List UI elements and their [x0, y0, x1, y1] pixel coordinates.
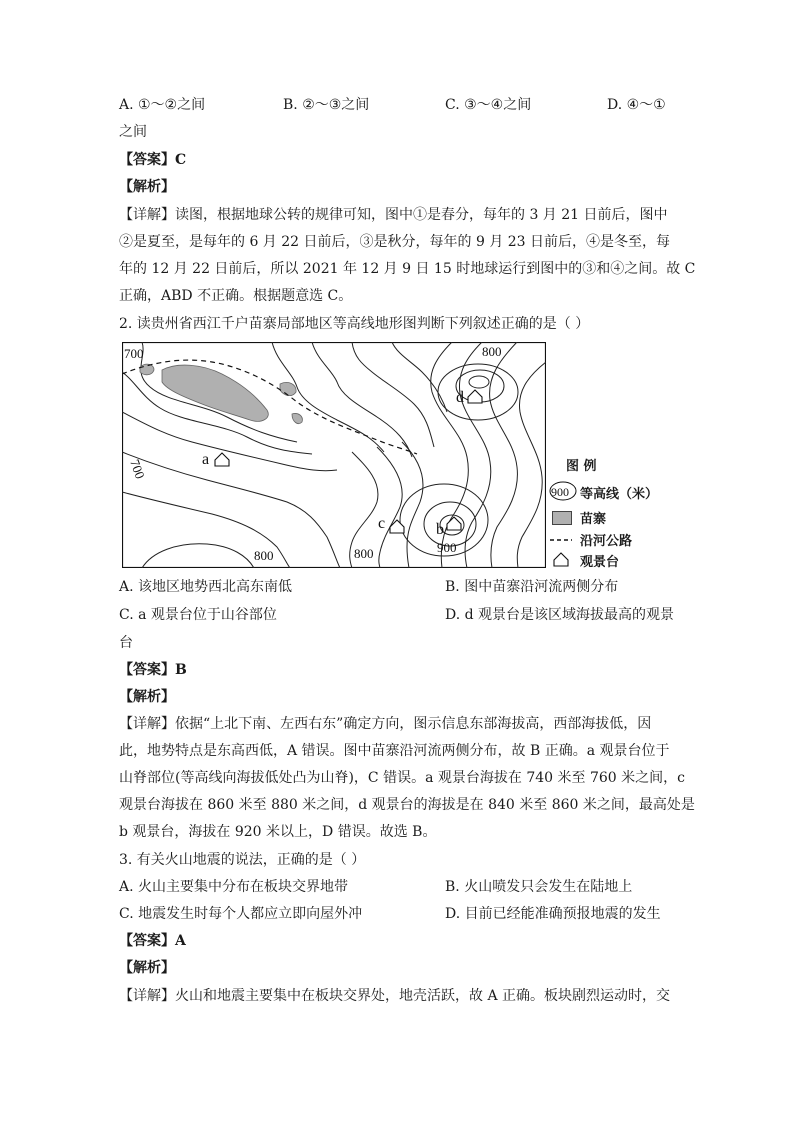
q3-stem: 3. 有关火山地震的说法，正确的是（ ）: [119, 852, 366, 868]
q2-option-d-wrap: 台: [119, 635, 133, 651]
q1-option-d: D. ④～①: [607, 97, 666, 113]
map-legend: [548, 455, 678, 575]
legend-road: 沿河公路: [580, 534, 633, 549]
q1-detail-line: 年的 12 月 22 日前后，所以 2021 年 12 月 9 日 15 时地球运行到图中的③和④之间。故 C: [119, 261, 696, 277]
contour-legend-icon: [548, 479, 578, 503]
contour-label: 700: [124, 346, 144, 361]
village-area: [140, 364, 154, 375]
contour-map: [122, 342, 546, 568]
q3-option-a: A. 火山主要集中分布在板块交界地带: [119, 879, 349, 895]
q1-detail-line: ②是夏至，是每年的 6 月 22 日前后，③是秋分，每年的 9 月 23 日前后，④是冬至，每: [119, 234, 671, 250]
q1-option-b: B. ②～③之间: [283, 97, 370, 113]
q2-stem: 2. 读贵州省西江千户苗寨局部地区等高线地形图判断下列叙述正确的是（ ）: [119, 316, 590, 332]
q2-answer: 【答案】B: [119, 662, 187, 678]
legend-title: 图 例: [566, 459, 597, 474]
contour-label: 700: [127, 457, 148, 481]
legend-platform: 观景台: [580, 555, 620, 570]
legend-contour: 等高线（米）: [580, 487, 659, 502]
point-label-d: d: [456, 389, 464, 406]
q2-detail-line: 【详解】依据“上北下南、左西右东”确定方向，图示信息东部海拔高，西部海拔低，因: [119, 716, 652, 732]
q2-detail-line: 山脊部位(等高线向海拔低处凸为山脊)，C 错误。a 观景台海拔在 740 米至 760 米之间，c: [119, 770, 685, 786]
q2-detail-line: b 观景台，海拔在 920 米以上，D 错误。故选 B。: [119, 824, 437, 840]
q1-option-c: C. ③～④之间: [445, 97, 532, 113]
road-legend-icon: [550, 535, 574, 545]
contour-map-svg: [122, 342, 546, 568]
contour-label: 800: [354, 546, 374, 561]
q2-option-b: B. 图中苗寨沿河流两侧分布: [445, 579, 619, 595]
q3-option-b: B. 火山喷发只会发生在陆地上: [445, 879, 633, 895]
village-legend-icon: [552, 511, 572, 525]
legend-contour-value: 900: [551, 485, 569, 499]
q1-option-d-wrap: 之间: [119, 124, 147, 140]
contour-label: 800: [254, 548, 274, 563]
q1-analysis-label: 【解析】: [119, 179, 175, 195]
q2-option-d: D. d 观景台是该区域海拔最高的观景: [445, 607, 675, 623]
q3-option-d: D. 目前已经能准确预报地震的发生: [445, 906, 661, 922]
q3-option-c: C. 地震发生时每个人都应立即向屋外冲: [119, 906, 363, 922]
q2-option-a: A. 该地区地势西北高东南低: [119, 579, 293, 595]
legend-village: 苗寨: [580, 512, 607, 527]
point-label-a: a: [202, 451, 210, 468]
q3-analysis-label: 【解析】: [119, 960, 175, 976]
point-label-b: b: [436, 521, 444, 538]
q3-detail-line: 【详解】火山和地震主要集中在板块交界处，地壳活跃，故 A 正确。板块剧烈运动时，交: [119, 988, 671, 1004]
contour-label: 900: [437, 540, 457, 555]
q1-detail-line: 正确，ABD 不正确。根据题意选 C。: [119, 288, 353, 304]
platform-legend-icon: [552, 552, 570, 568]
q1-detail-line: 【详解】读图，根据地球公转的规律可知，图中①是春分，每年的 3 月 21 日前后，图中: [119, 207, 668, 223]
q2-detail-line: 观景台海拔在 860 米至 880 米之间，d 观景台的海拔是在 840 米至 860 米之间，最高处是: [119, 797, 695, 813]
q1-option-a: A. ①～②之间: [119, 97, 206, 113]
point-label-c: c: [378, 515, 386, 532]
q2-detail-line: 此，地势特点是东高西低，A 错误。图中苗寨沿河流两侧分布，故 B 正确。a 观景台位于: [119, 743, 670, 759]
q2-option-c: C. a 观景台位于山谷部位: [119, 607, 277, 623]
q1-answer: 【答案】C: [119, 152, 187, 168]
contour-label: 800: [482, 344, 502, 359]
q3-answer: 【答案】A: [119, 933, 186, 949]
q2-analysis-label: 【解析】: [119, 689, 175, 705]
